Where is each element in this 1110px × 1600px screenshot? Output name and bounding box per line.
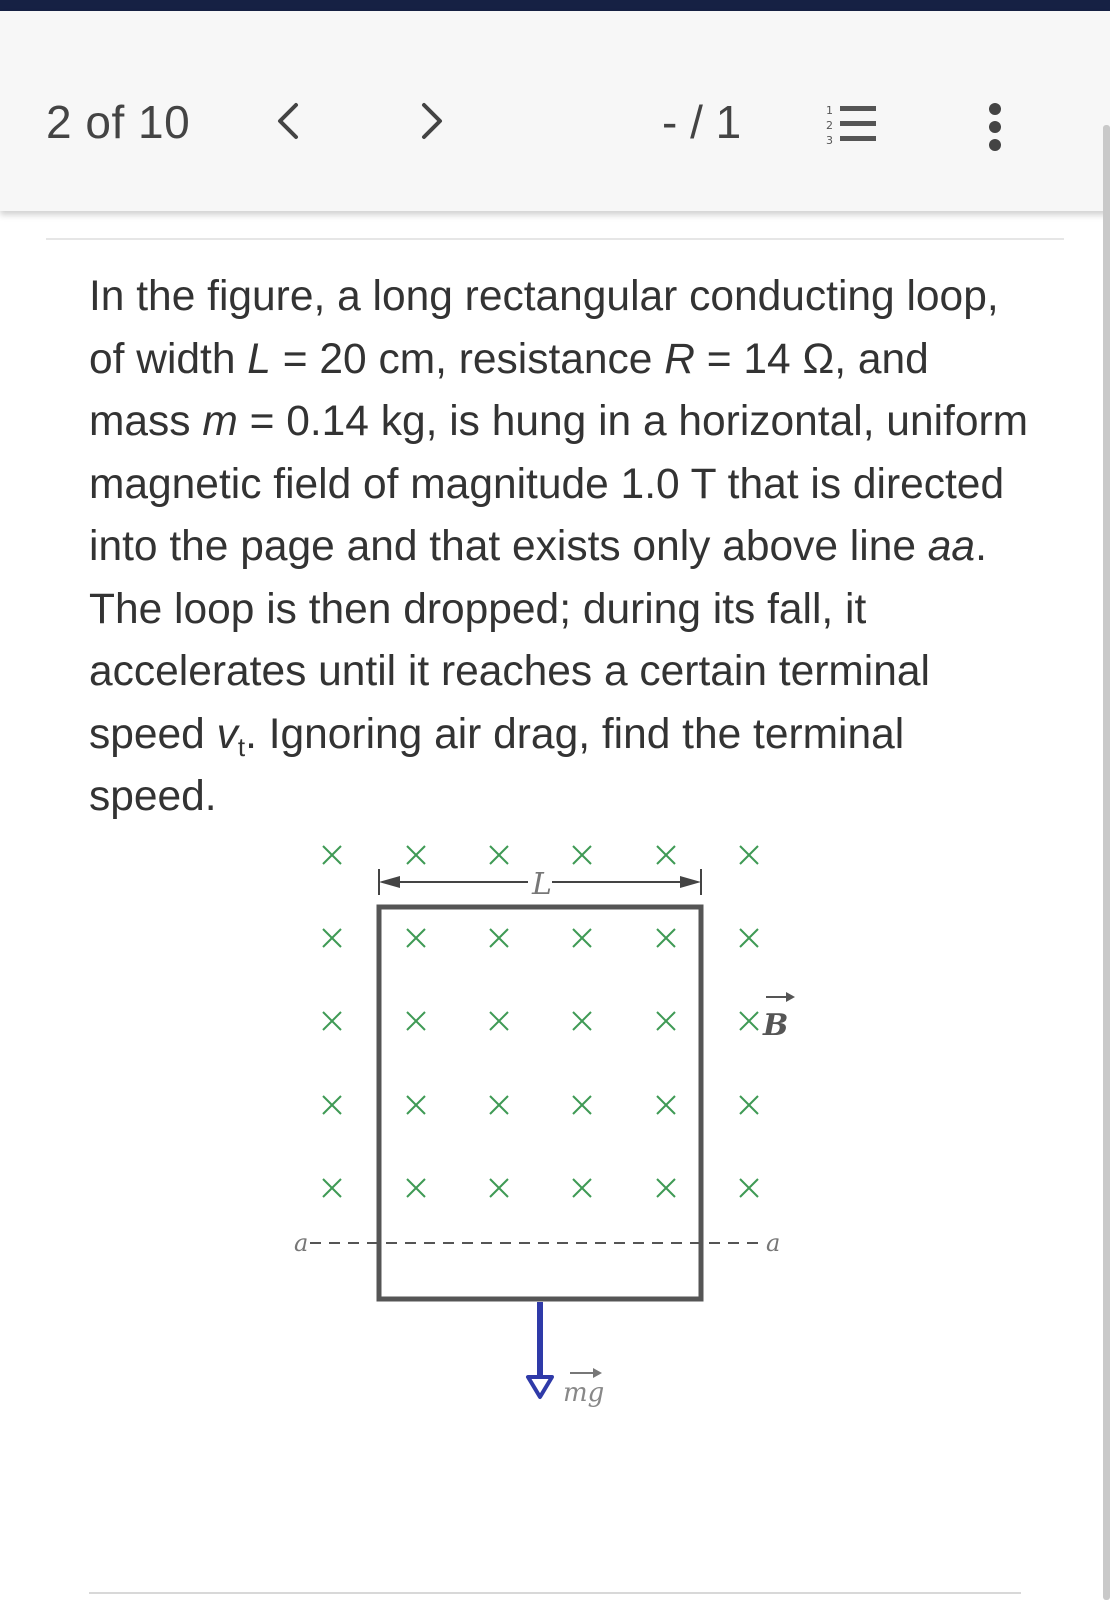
scrollbar[interactable] — [1103, 125, 1110, 1600]
width-label: L — [532, 867, 552, 902]
field-cross-0-0 — [323, 846, 341, 864]
field-cross-2-4 — [657, 1012, 675, 1030]
field-cross-3-4 — [657, 1096, 675, 1114]
field-cross-1-2 — [490, 929, 508, 947]
card-top-border — [46, 238, 1064, 240]
page-indicator: - / 1 — [662, 96, 742, 148]
field-cross-1-3 — [573, 929, 591, 947]
toolbar — [0, 11, 1110, 211]
chevron-left-icon — [268, 99, 308, 143]
weight-vector-arrowhead — [593, 1368, 602, 1378]
field-cross-4-3 — [573, 1179, 591, 1197]
field-cross-4-1 — [407, 1179, 425, 1197]
weight-label: mg — [563, 1378, 605, 1408]
field-cross-1-1 — [407, 929, 425, 947]
field-cross-4-5 — [740, 1179, 758, 1197]
field-cross-3-1 — [407, 1096, 425, 1114]
status-bar — [0, 0, 1110, 11]
chevron-right-icon — [412, 99, 452, 143]
field-cross-4-0 — [323, 1179, 341, 1197]
card-bottom-border — [89, 1592, 1021, 1594]
previous-button[interactable] — [268, 99, 308, 143]
loop-figure — [280, 845, 840, 1435]
more-vertical-icon[interactable] — [980, 103, 1010, 155]
svg-text:1: 1 — [826, 104, 833, 117]
field-cross-0-1 — [407, 846, 425, 864]
field-cross-0-3 — [573, 846, 591, 864]
line-label-right: a — [766, 1229, 781, 1257]
field-cross-2-5 — [740, 1012, 758, 1030]
field-cross-1-4 — [657, 929, 675, 947]
field-cross-2-3 — [573, 1012, 591, 1030]
field-cross-1-0 — [323, 929, 341, 947]
line-label-left: a — [294, 1229, 309, 1257]
field-cross-2-0 — [323, 1012, 341, 1030]
svg-text:2: 2 — [826, 119, 833, 132]
field-cross-2-2 — [490, 1012, 508, 1030]
svg-text:3: 3 — [826, 134, 833, 147]
dimension-arrow-right — [680, 876, 701, 888]
field-cross-0-5 — [740, 846, 758, 864]
field-cross-4-2 — [490, 1179, 508, 1197]
field-cross-3-5 — [740, 1096, 758, 1114]
field-label: B — [763, 1008, 789, 1043]
field-cross-2-1 — [407, 1012, 425, 1030]
field-vector-arrowhead — [786, 992, 795, 1002]
field-cross-3-0 — [323, 1096, 341, 1114]
weight-arrowhead — [528, 1377, 552, 1397]
field-cross-3-3 — [573, 1096, 591, 1114]
conducting-loop — [379, 907, 701, 1299]
field-cross-4-4 — [657, 1179, 675, 1197]
dimension-arrow-left — [379, 876, 400, 888]
next-button[interactable] — [412, 99, 452, 143]
field-cross-0-4 — [657, 846, 675, 864]
field-cross-3-2 — [490, 1096, 508, 1114]
field-cross-1-5 — [740, 929, 758, 947]
question-text: In the figure, a long rectangular conducting loop, of width L = 20 cm, resistance R = 14 Ω, and mass m = 0.14 kg, is hung in a horizontal, uniform magnetic field of magnitude 1.0 T that is directed into the page and that exists only above line aa. The loop is then dropped; during its fall, it accelerates until it reaches a certain terminal speed $v_t$. Ignoring air drag, find the terminal speed. — [89, 273, 1029, 820]
field-cross-0-2 — [490, 846, 508, 864]
question-counter: 2 of 10 — [46, 96, 191, 148]
numbered-list-icon[interactable] — [826, 103, 888, 149]
